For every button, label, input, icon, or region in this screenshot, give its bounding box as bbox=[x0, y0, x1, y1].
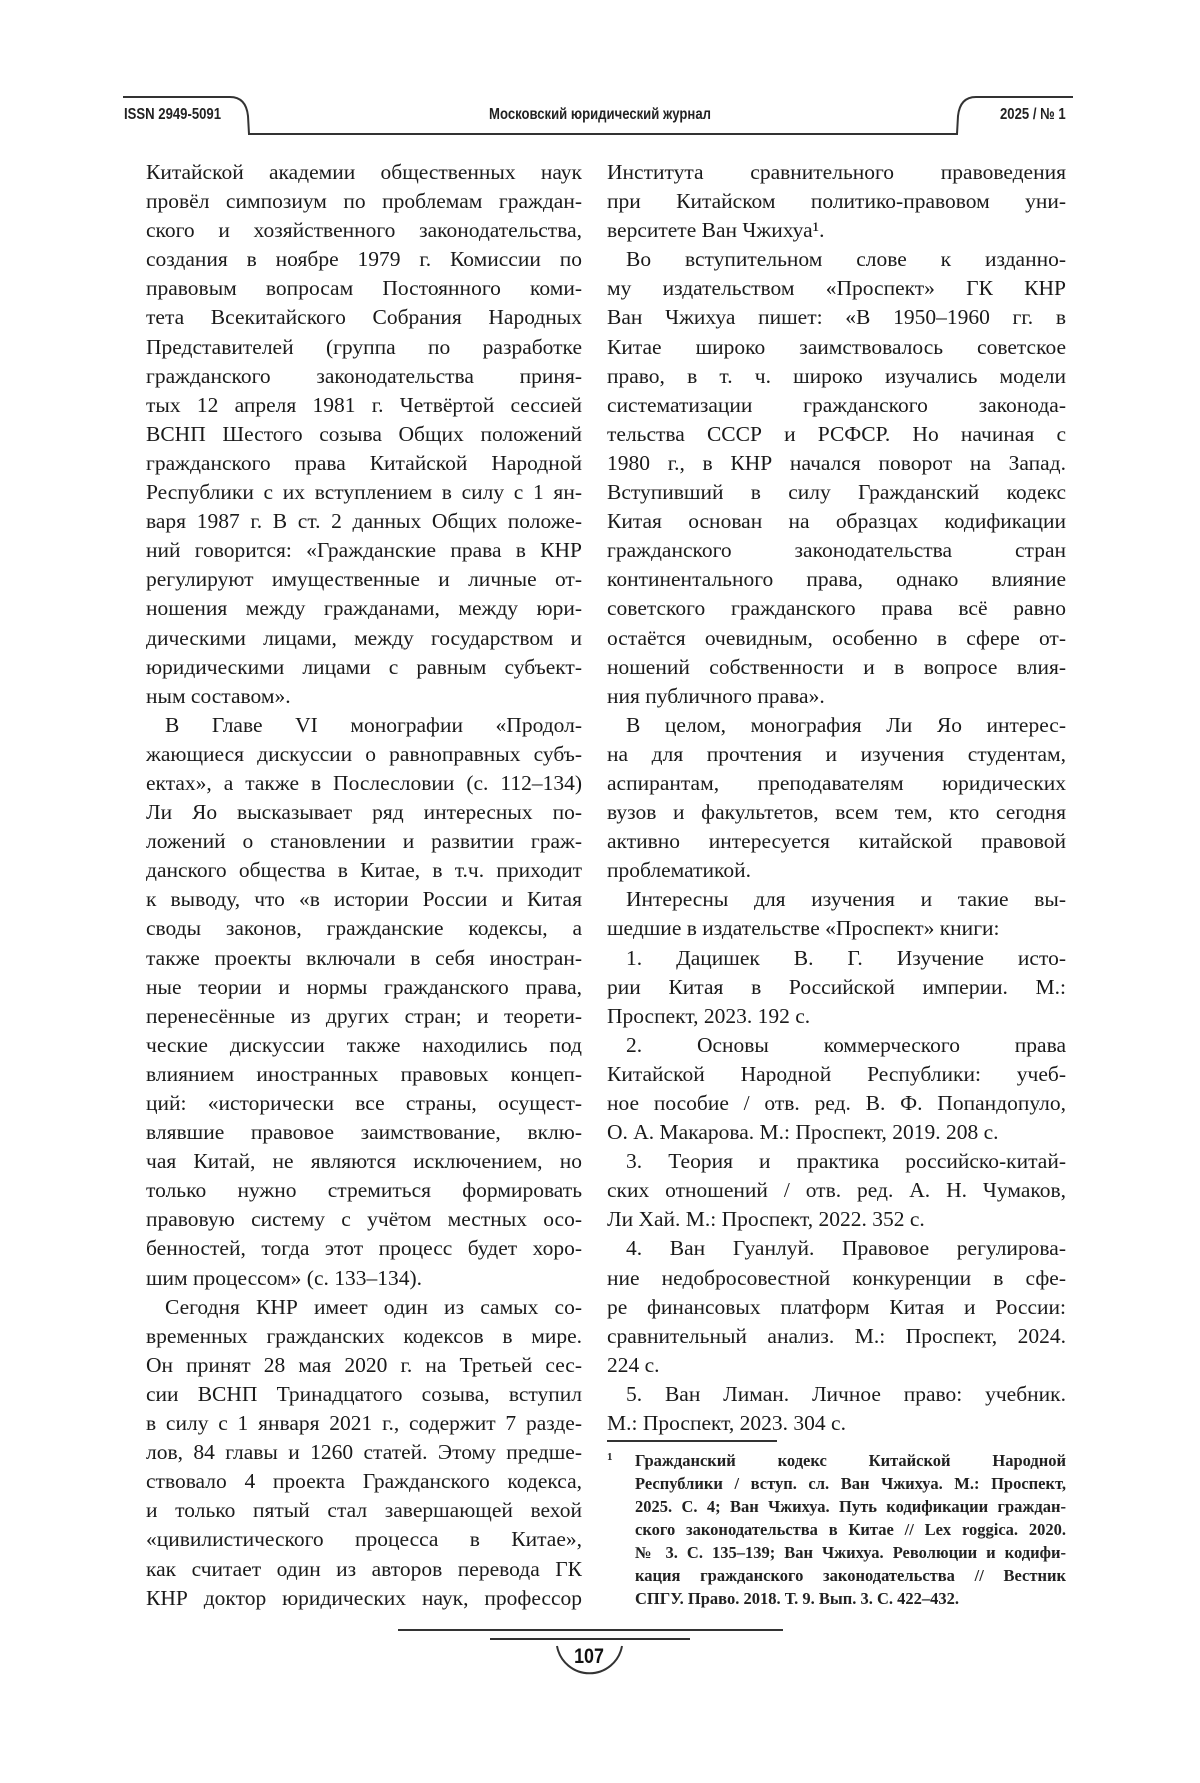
text-column-right bbox=[607, 158, 1066, 1438]
footnote-separator bbox=[607, 1440, 777, 1442]
text-line: Ли Яо высказывает ряд интересных по- bbox=[146, 798, 582, 827]
footnote-line: Республики / вступ. сл. Ван Чжихуа. М.: Проспект, bbox=[635, 1472, 1066, 1495]
text-line: перенесённые из других стран; и теорети- bbox=[146, 1002, 582, 1031]
text-line: в силу с 1 января 2021 г., содержит 7 разде- bbox=[146, 1409, 582, 1438]
text-line: 4. Ван Гуанлуй. Правовое регулирова- bbox=[607, 1234, 1066, 1263]
text-line: Проспект, 2023. 192 с. bbox=[607, 1002, 1066, 1031]
text-line: бенностей, тогда этот процесс будет хоро- bbox=[146, 1234, 582, 1263]
text-line: право, в т. ч. широко изучались модели bbox=[607, 362, 1066, 391]
text-line: при Китайском политико-правовом уни- bbox=[607, 187, 1066, 216]
footnote-number: 1 bbox=[607, 1446, 613, 1469]
text-line: систематизации гражданского законода- bbox=[607, 391, 1066, 420]
text-line: к выводу, что «в истории России и Китая bbox=[146, 885, 582, 914]
paragraph bbox=[607, 245, 1066, 711]
text-line: создания в ноябре 1979 г. Комиссии по bbox=[146, 245, 582, 274]
text-line: остаётся очевидным, особенно в сфере от- bbox=[607, 624, 1066, 653]
paragraph bbox=[146, 1293, 582, 1613]
text-line: Китайской академии общественных наук bbox=[146, 158, 582, 187]
text-line: Китая основан на образцах кодификации bbox=[607, 507, 1066, 536]
text-line: дическими лицами, между государством и bbox=[146, 624, 582, 653]
text-line: временных гражданских кодексов в мире. bbox=[146, 1322, 582, 1351]
text-line: рии Китая в Российской империи. М.: bbox=[607, 973, 1066, 1002]
text-line: ческие дискуссии также находились под bbox=[146, 1031, 582, 1060]
text-line: данского общества в Китае, в т.ч. приходит bbox=[146, 856, 582, 885]
text-line: Вступивший в силу Гражданский кодекс bbox=[607, 478, 1066, 507]
text-line: как считает один из авторов перевода ГК bbox=[146, 1555, 582, 1584]
issue-label: 2025 / № 1 bbox=[1000, 106, 1066, 124]
text-line: на для прочтения и изучения студентам, bbox=[607, 740, 1066, 769]
text-line: гражданского права Китайской Народной bbox=[146, 449, 582, 478]
text-line: ния публичного права». bbox=[607, 682, 1066, 711]
text-line: О. А. Макарова. М.: Проспект, 2019. 208 с. bbox=[607, 1118, 1066, 1147]
text-line: Китайской Народной Республики: учеб- bbox=[607, 1060, 1066, 1089]
page-number: 107 bbox=[574, 1645, 604, 1669]
text-line: му издательством «Проспект» ГК КНР bbox=[607, 274, 1066, 303]
text-column-left bbox=[146, 158, 582, 1613]
text-line: тельства СССР и РСФСР. Но начиная с bbox=[607, 420, 1066, 449]
paragraph bbox=[607, 885, 1066, 943]
text-line: Он принят 28 мая 2020 г. на Третьей сес- bbox=[146, 1351, 582, 1380]
paragraph bbox=[146, 711, 582, 1293]
text-line: ношений собственности и в вопросе влия- bbox=[607, 653, 1066, 682]
issn-label: ISSN 2949-5091 bbox=[124, 106, 221, 124]
text-line: 2. Основы коммерческого права bbox=[607, 1031, 1066, 1060]
text-line: своды законов, гражданские кодексы, а bbox=[146, 914, 582, 943]
text-line: «цивилистического процесса в Китае», bbox=[146, 1525, 582, 1554]
text-line: сравнительный анализ. М.: Проспект, 2024. bbox=[607, 1322, 1066, 1351]
text-line: юридическими лицами с равным субъект- bbox=[146, 653, 582, 682]
text-line: Представителей (группа по разработке bbox=[146, 333, 582, 362]
text-line: тых 12 апреля 1981 г. Четвёртой сессией bbox=[146, 391, 582, 420]
text-line: гражданского законодательства приня- bbox=[146, 362, 582, 391]
header-frame bbox=[0, 0, 1200, 160]
text-line: ций: «исторически все страны, осущест- bbox=[146, 1089, 582, 1118]
text-line: Во вступительном слове к изданно- bbox=[607, 245, 1066, 274]
paragraph bbox=[607, 1234, 1066, 1379]
text-line: ний говорится: «Гражданские права в КНР bbox=[146, 536, 582, 565]
text-line: ских отношений / отв. ред. А. Н. Чумаков, bbox=[607, 1176, 1066, 1205]
text-line: лов, 84 главы и 1260 статей. Этому предше- bbox=[146, 1438, 582, 1467]
footnote-line: 2025. С. 4; Ван Чжихуа. Путь кодификации граждан- bbox=[635, 1495, 1066, 1518]
text-line: регулируют имущественные и личные от- bbox=[146, 565, 582, 594]
footnote bbox=[607, 1449, 1066, 1610]
text-line: чая Китай, не являются исключением, но bbox=[146, 1147, 582, 1176]
text-line: правовую систему с учётом местных осо- bbox=[146, 1205, 582, 1234]
text-line: В Главе VI монографии «Продол- bbox=[146, 711, 582, 740]
text-line: ского и хозяйственного законодательства, bbox=[146, 216, 582, 245]
text-line: ре финансовых платформ Китая и России: bbox=[607, 1293, 1066, 1322]
text-line: активно интересуется китайской правовой bbox=[607, 827, 1066, 856]
text-line: правовым вопросам Постоянного коми- bbox=[146, 274, 582, 303]
text-line: Ли Хай. М.: Проспект, 2022. 352 с. bbox=[607, 1205, 1066, 1234]
footnote-line: Гражданский кодекс Китайской Народной bbox=[635, 1449, 1066, 1472]
text-line: ным составом». bbox=[146, 682, 582, 711]
text-line: аспирантам, преподавателям юридических bbox=[607, 769, 1066, 798]
text-line: 1. Дацишек В. Г. Изучение исто- bbox=[607, 944, 1066, 973]
paragraph bbox=[146, 158, 582, 711]
footnote-line: ского законодательства в Китае // Lex roggica. 2020. bbox=[635, 1518, 1066, 1541]
text-line: Китае широко заимствовалось советское bbox=[607, 333, 1066, 362]
text-line: вузов и факультетов, всем тем, кто сегодня bbox=[607, 798, 1066, 827]
text-line: 224 с. bbox=[607, 1351, 1066, 1380]
text-line: шедшие в издательстве «Проспект» книги: bbox=[607, 914, 1066, 943]
footnote-line: СПГУ. Право. 2018. Т. 9. Вып. 3. С. 422–432. bbox=[635, 1587, 1066, 1610]
text-line: Института сравнительного правоведения bbox=[607, 158, 1066, 187]
paragraph bbox=[607, 711, 1066, 886]
text-line: и только пятый стал завершающей вехой bbox=[146, 1496, 582, 1525]
text-line: жающиеся дискуссии о равноправных субъ- bbox=[146, 740, 582, 769]
paragraph bbox=[607, 158, 1066, 245]
text-line: шим процессом» (с. 133–134). bbox=[146, 1264, 582, 1293]
text-line: В целом, монография Ли Яо интерес- bbox=[607, 711, 1066, 740]
text-line: 5. Ван Лиман. Личное право: учебник. bbox=[607, 1380, 1066, 1409]
text-line: ВСНП Шестого созыва Общих положений bbox=[146, 420, 582, 449]
text-line: верситете Ван Чжихуа¹. bbox=[607, 216, 1066, 245]
paragraph bbox=[607, 1147, 1066, 1234]
text-line: ствовало 4 проекта Гражданского кодекса, bbox=[146, 1467, 582, 1496]
text-line: проблематикой. bbox=[607, 856, 1066, 885]
text-line: 3. Теория и практика российско-китай- bbox=[607, 1147, 1066, 1176]
journal-title: Московский юридический журнал bbox=[489, 106, 711, 124]
text-line: континентального права, однако влияние bbox=[607, 565, 1066, 594]
text-line: советского гражданского права всё равно bbox=[607, 594, 1066, 623]
text-line: сии ВСНП Тринадцатого созыва, вступил bbox=[146, 1380, 582, 1409]
paragraph bbox=[607, 944, 1066, 1031]
text-line: ношения между гражданами, между юри- bbox=[146, 594, 582, 623]
text-line: 1980 г., в КНР начался поворот на Запад. bbox=[607, 449, 1066, 478]
text-line: М.: Проспект, 2023. 304 с. bbox=[607, 1409, 1066, 1438]
text-line: тета Всекитайского Собрания Народных bbox=[146, 303, 582, 332]
paragraph bbox=[607, 1031, 1066, 1147]
text-line: ные теории и нормы гражданского права, bbox=[146, 973, 582, 1002]
paragraph bbox=[607, 1380, 1066, 1438]
footnote-line: кация гражданского законодательства // Вестник bbox=[635, 1564, 1066, 1587]
text-line: влиянием иностранных правовых концеп- bbox=[146, 1060, 582, 1089]
text-line: влявшие правовое заимствование, вклю- bbox=[146, 1118, 582, 1147]
text-line: Республики с их вступлением в силу с 1 ян- bbox=[146, 478, 582, 507]
text-line: также проекты включали в себя иностран- bbox=[146, 944, 582, 973]
text-line: Ван Чжихуа пишет: «В 1950–1960 гг. в bbox=[607, 303, 1066, 332]
text-line: Сегодня КНР имеет один из самых со- bbox=[146, 1293, 582, 1322]
text-line: ложений о становлении и развитии граж- bbox=[146, 827, 582, 856]
text-line: КНР доктор юридических наук, профессор bbox=[146, 1584, 582, 1613]
footnote-text bbox=[635, 1449, 1066, 1610]
text-line: ектах», а также в Послесловии (с. 112–134) bbox=[146, 769, 582, 798]
text-line: ние недобросовестной конкуренции в сфе- bbox=[607, 1264, 1066, 1293]
text-line: Интересны для изучения и такие вы- bbox=[607, 885, 1066, 914]
text-line: ное пособие / отв. ред. В. Ф. Попандопуло, bbox=[607, 1089, 1066, 1118]
footnote-line: № 3. С. 135–139; Ван Чжихуа. Революции и кодифи- bbox=[635, 1541, 1066, 1564]
text-line: провёл симпозиум по проблемам граждан- bbox=[146, 187, 582, 216]
text-line: варя 1987 г. В ст. 2 данных Общих положе- bbox=[146, 507, 582, 536]
text-line: только нужно стремиться формировать bbox=[146, 1176, 582, 1205]
text-line: гражданского законодательства стран bbox=[607, 536, 1066, 565]
